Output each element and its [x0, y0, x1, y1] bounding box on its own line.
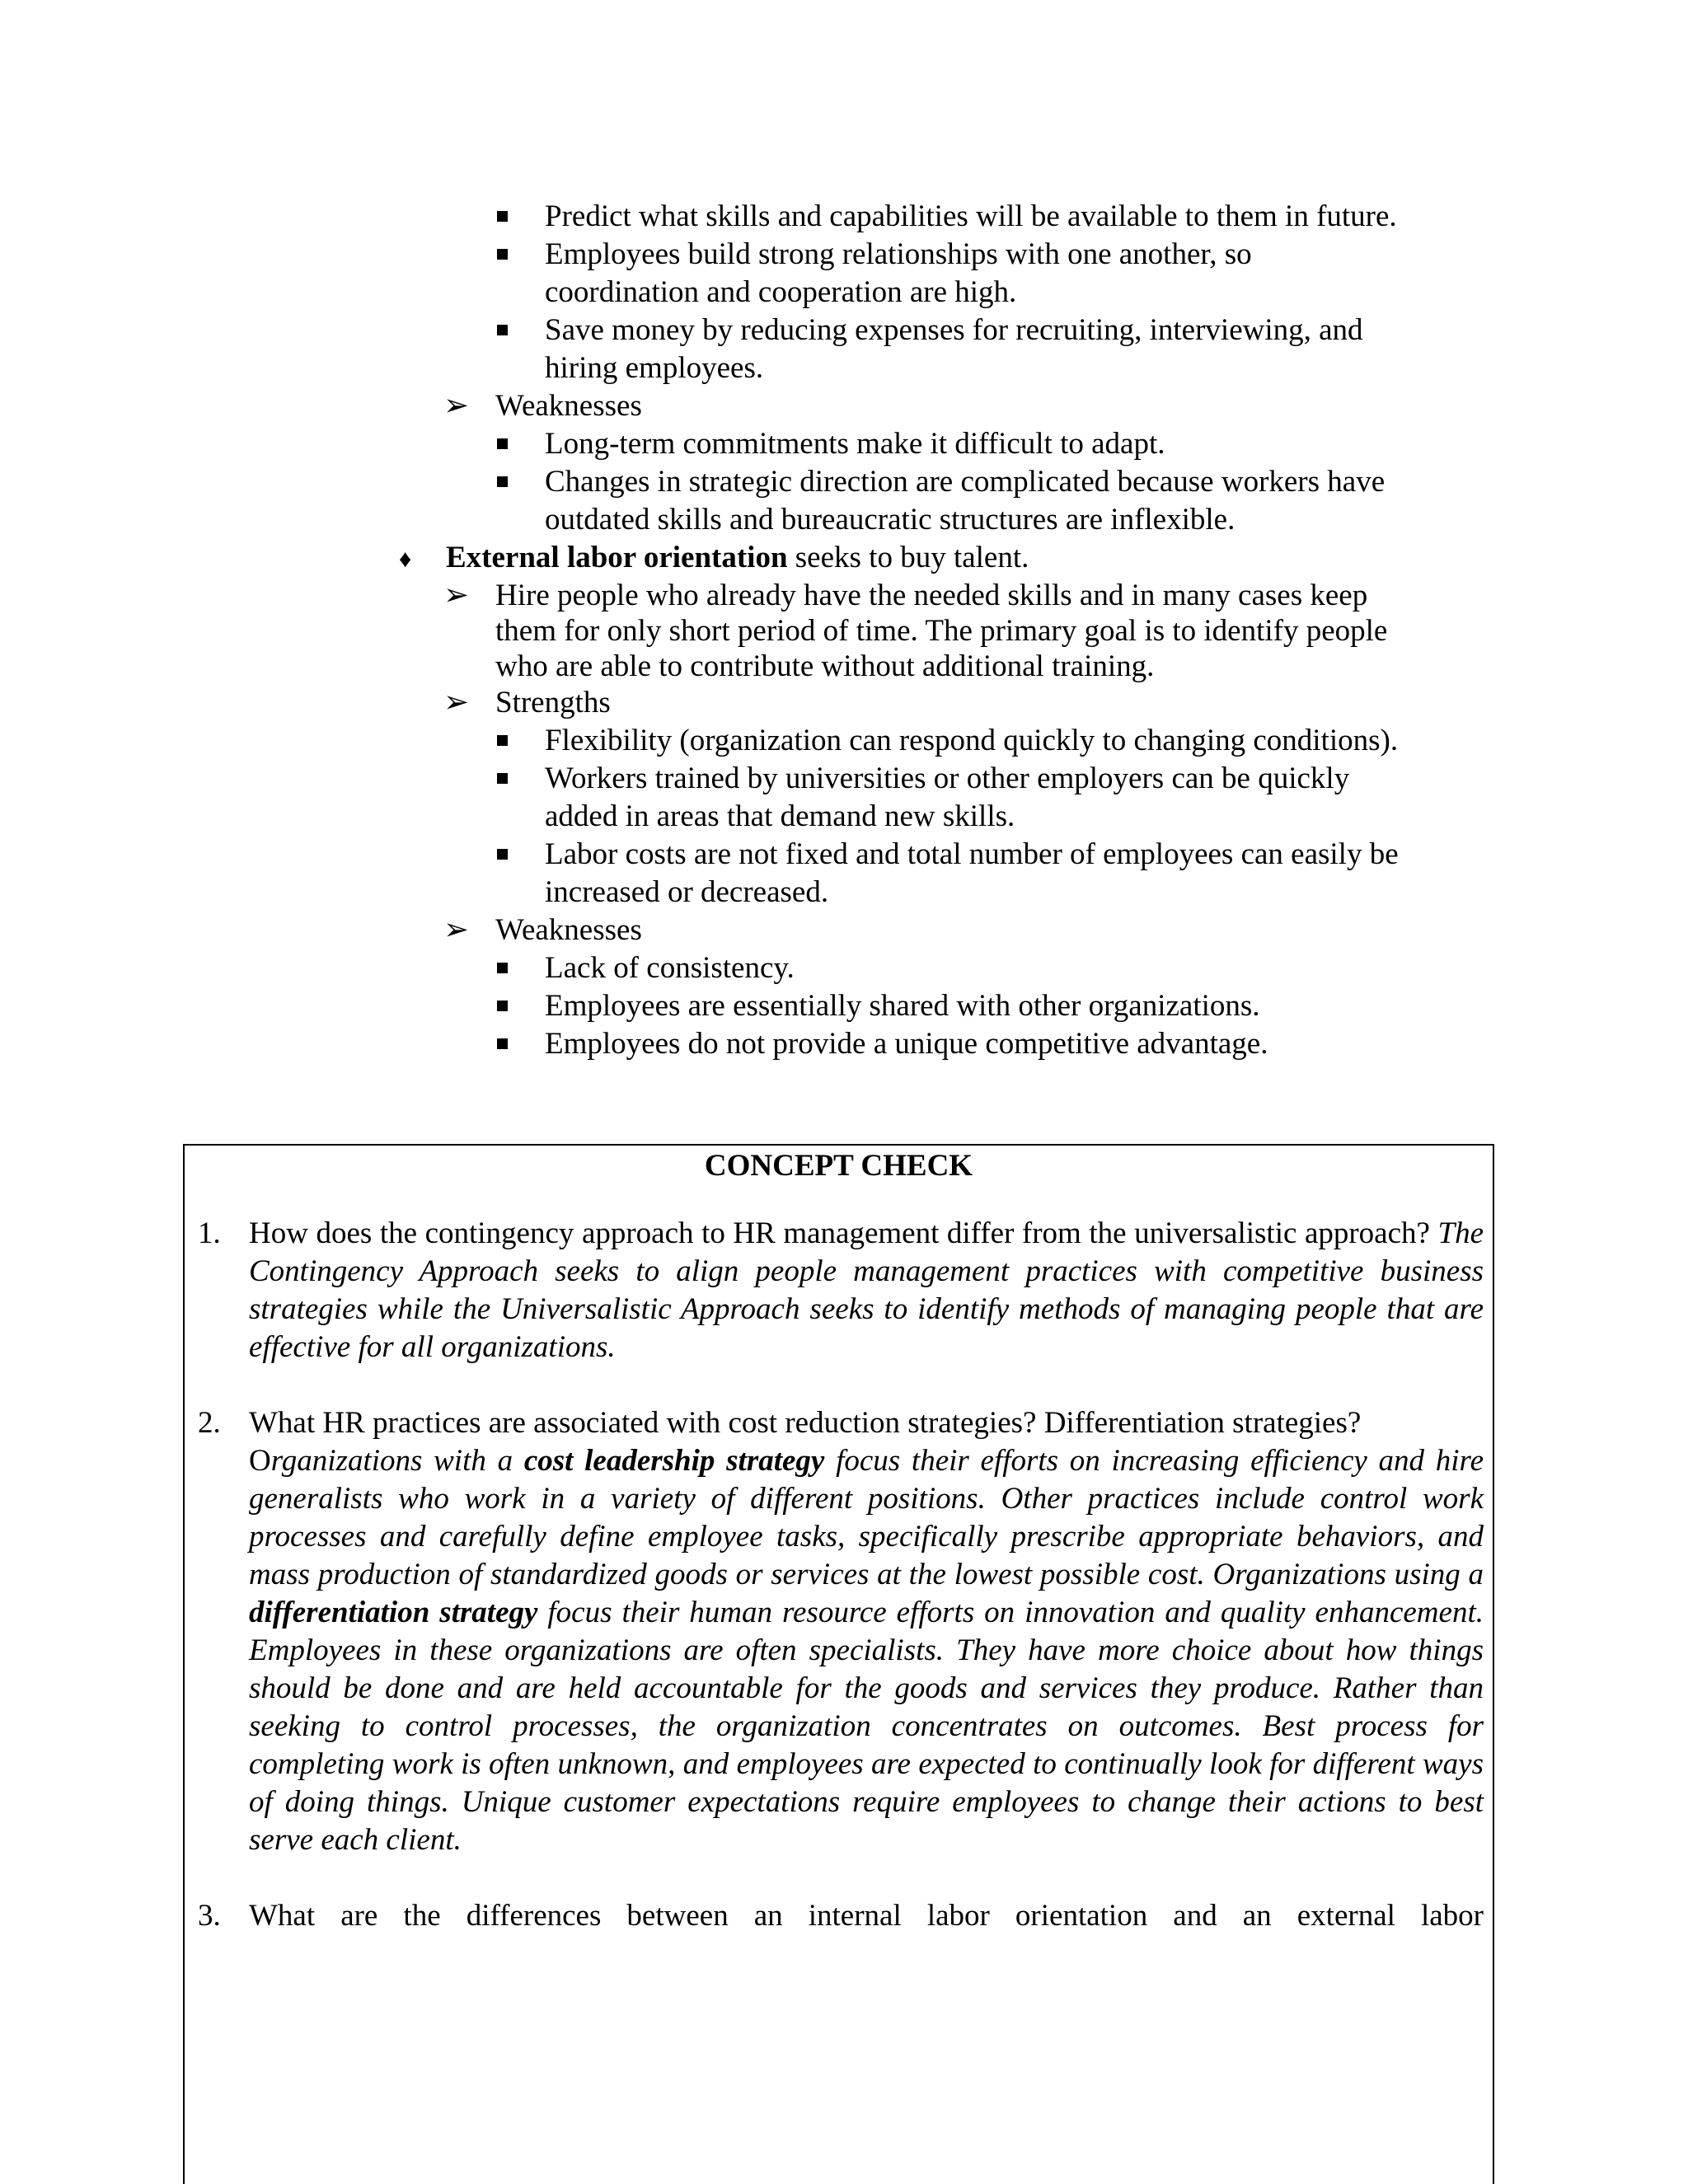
hire-text-continued: who are able to contribute without additional training.	[495, 649, 1155, 683]
external-orientation-heading	[446, 539, 1029, 577]
arrow-bullet-icon: ➢	[443, 686, 470, 719]
weakness-item: Employees are essentially shared with other organizations.	[545, 989, 1260, 1023]
strength-item: Labor costs are not fixed and total number of employees can easily be	[545, 837, 1399, 871]
arrow-bullet-icon: ➢	[443, 913, 470, 947]
weakness-item: Long-term commitments make it difficult to adapt.	[545, 427, 1165, 461]
strength-item: Save money by reducing expenses for recruiting, interviewing, and	[545, 313, 1363, 347]
answer-emphasis: differentiation strategy	[249, 1596, 538, 1629]
diamond-bullet-icon: ♦	[399, 546, 412, 573]
square-bullet-icon	[497, 1038, 508, 1049]
concept-check-title: CONCEPT CHECK	[704, 1149, 973, 1183]
answer-segment: focus their human resource efforts on innovation and quality enhancement. Employees in these organizations are often specialists. They have more choice about how things should be done and are held accountable for the goods and services they produce. Rather than seeking to control processes, the organization concentrates on outcomes. Best process for completing work is often unknown, and employees are expected to continually look for different ways of doing things. Unique customer expectations require employees to change their actions to best serve each client.	[249, 1596, 1484, 1857]
square-bullet-icon	[497, 249, 508, 260]
square-bullet-icon	[497, 476, 508, 487]
question-2	[249, 1404, 1484, 1859]
question-text: What HR practices are associated with cost reduction strategies? Differentiation strategies?	[249, 1406, 1362, 1440]
square-bullet-icon	[497, 735, 508, 746]
weakness-item: Changes in strategic direction are complicated because workers have	[545, 465, 1386, 499]
square-bullet-icon	[497, 438, 508, 449]
answer-initial: O	[249, 1444, 271, 1478]
hire-text-continued: them for only short period of time. The primary goal is to identify people	[495, 614, 1388, 648]
external-orientation-desc: seeks to buy talent.	[787, 541, 1029, 574]
answer-segment: rganizations with a	[270, 1444, 524, 1478]
square-bullet-icon	[497, 211, 508, 222]
strength-item-continued: coordination and cooperation are high.	[545, 275, 1017, 309]
answer-text	[249, 1444, 1484, 1857]
strength-item: Employees build strong relationships with one another, so	[545, 237, 1252, 271]
arrow-bullet-icon: ➢	[443, 389, 470, 423]
strength-item-continued: hiring employees.	[545, 351, 764, 385]
weaknesses-heading: Weaknesses	[495, 913, 642, 947]
question-1	[249, 1215, 1484, 1366]
strengths-heading: Strengths	[495, 686, 611, 719]
arrow-bullet-icon: ➢	[443, 579, 470, 612]
weakness-item: Lack of consistency.	[545, 951, 795, 985]
question-3	[249, 1897, 1484, 1935]
weakness-item: Employees do not provide a unique competitive advantage.	[545, 1027, 1268, 1061]
square-bullet-icon	[497, 849, 508, 860]
square-bullet-icon	[497, 325, 508, 335]
square-bullet-icon	[497, 963, 508, 973]
question-number: 2.	[198, 1406, 221, 1440]
external-orientation-term: External labor orientation	[446, 541, 788, 574]
strength-item: Workers trained by universities or other employers can be quickly	[545, 762, 1350, 795]
square-bullet-icon	[497, 773, 508, 784]
answer-emphasis: cost leadership strategy	[523, 1444, 825, 1478]
weakness-item-continued: outdated skills and bureaucratic structures are inflexible.	[545, 503, 1236, 537]
weaknesses-heading: Weaknesses	[495, 389, 642, 423]
question-number: 3.	[198, 1899, 221, 1933]
hire-text: Hire people who already have the needed skills and in many cases keep	[495, 579, 1368, 612]
strength-item: Predict what skills and capabilities will be available to them in future.	[545, 199, 1397, 233]
concept-check-box	[183, 1144, 1494, 2184]
strength-item-continued: increased or decreased.	[545, 875, 829, 909]
answer-segment: focus their efforts on increasing efficiency and hire generalists who work in a variety of different positions. Other practices include control work processes and carefully define employee tasks, specifically prescribe appropriate behaviors, and mass production of standardized goods or services at the lowest possible cost. Organizations using a	[249, 1444, 1484, 1591]
question-text: How does the contingency approach to HR management differ from the universalistic approach?	[249, 1216, 1430, 1250]
question-text: What are the differences between an internal labor orientation and an external labor	[249, 1899, 1484, 1933]
strength-item-continued: added in areas that demand new skills.	[545, 799, 1015, 833]
square-bullet-icon	[497, 1001, 508, 1011]
strength-item: Flexibility (organization can respond quickly to changing conditions).	[545, 724, 1399, 757]
question-number: 1.	[198, 1216, 221, 1250]
answer-text: The Contingency Approach seeks to align people management practices with competitive business strategies while the Universalistic Approach seeks to identify methods of managing people that are effective for all organizations.	[249, 1216, 1484, 1364]
